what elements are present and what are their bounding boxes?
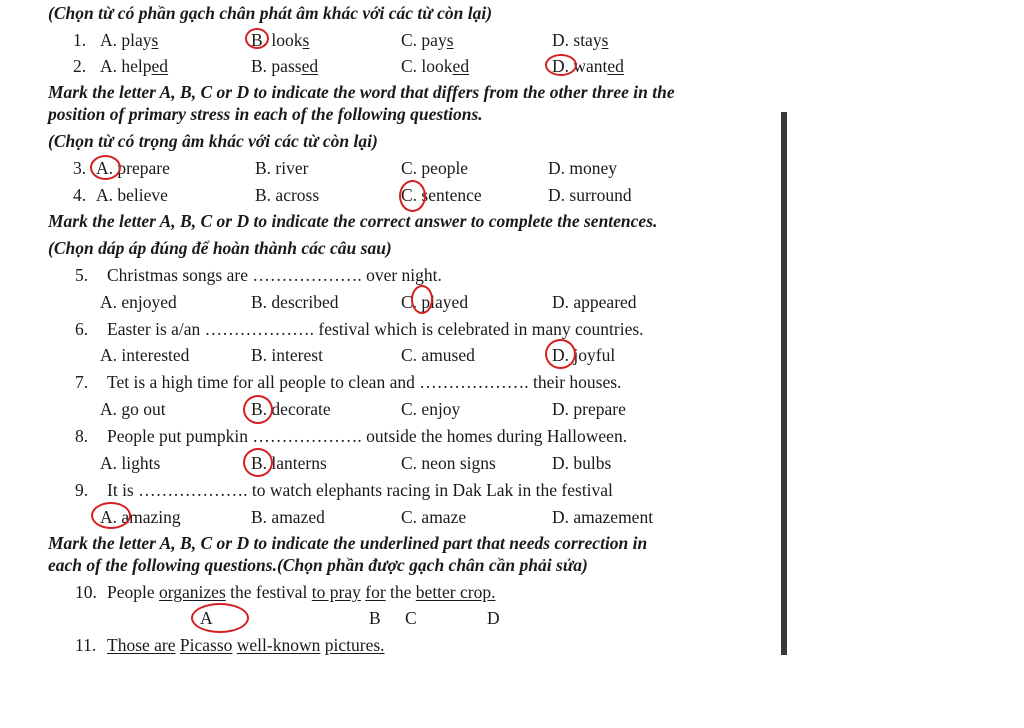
underlined-part-d: better crop. bbox=[415, 582, 496, 602]
page-edge-shadow bbox=[781, 112, 787, 655]
underlined-part-c: for bbox=[365, 582, 386, 602]
label-b: B bbox=[369, 608, 381, 628]
question-number: 11. bbox=[75, 635, 97, 655]
option-b: B. amazed bbox=[251, 507, 325, 527]
question-number: 10. bbox=[75, 582, 97, 602]
option-c: C. played bbox=[401, 292, 469, 312]
option-a: A. prepare bbox=[96, 158, 170, 178]
question-sentence: People organizes the festival to pray for the better crop. bbox=[107, 582, 496, 602]
option-b: B. lanterns bbox=[251, 453, 327, 473]
section4-instruction-line2: each of the following questions.(Chọn phần được gạch chân cần phải sửa) bbox=[48, 555, 588, 575]
underlined-part-a: organizes bbox=[159, 582, 226, 602]
question-number: 2. bbox=[73, 56, 87, 76]
option-a: A. lights bbox=[100, 453, 161, 473]
label-c: C bbox=[405, 608, 417, 628]
label-a: A bbox=[200, 608, 213, 628]
option-c: C. enjoy bbox=[401, 399, 461, 419]
option-c: C. looked bbox=[401, 56, 470, 76]
section2-instruction-vi: (Chọn từ có trọng âm khác với các từ còn lại) bbox=[48, 131, 378, 151]
option-a: A. amazing bbox=[100, 507, 181, 527]
option-c: C. sentence bbox=[401, 185, 482, 205]
question-number: 7. bbox=[75, 372, 89, 392]
option-c: C. amaze bbox=[401, 507, 467, 527]
option-a: A. enjoyed bbox=[100, 292, 177, 312]
question-number: 1. bbox=[73, 30, 87, 50]
option-d: D. appeared bbox=[552, 292, 637, 312]
section3-instruction-vi: (Chọn dáp áp đúng để hoàn thành các câu sau) bbox=[48, 238, 392, 258]
option-d: D. wanted bbox=[552, 56, 624, 76]
question-number: 3. bbox=[73, 158, 87, 178]
option-d: D. prepare bbox=[552, 399, 626, 419]
option-b: B. interest bbox=[251, 345, 323, 365]
question-number: 5. bbox=[75, 265, 89, 285]
label-d: D bbox=[487, 608, 500, 628]
section2-instruction-line2: position of primary stress in each of the following questions. bbox=[48, 104, 483, 124]
question-stem: Tet is a high time for all people to clean and ………………. their houses. bbox=[107, 372, 622, 392]
question-number: 9. bbox=[75, 480, 89, 500]
section2-instruction-line1: Mark the letter A, B, C or D to indicate the word that differs from the other three in the bbox=[48, 82, 675, 102]
option-c: C. pays bbox=[401, 30, 454, 50]
option-b: B. looks bbox=[251, 30, 310, 50]
section1-instruction: (Chọn từ có phần gạch chân phát âm khác với các từ còn lại) bbox=[48, 3, 493, 23]
option-a: A. helped bbox=[100, 56, 169, 76]
option-d: D. joyful bbox=[552, 345, 616, 365]
option-d: D. surround bbox=[548, 185, 632, 205]
question-stem: It is ………………. to watch elephants racing in Dak Lak in the festival bbox=[107, 480, 613, 500]
question-number: 4. bbox=[73, 185, 87, 205]
question-stem: Christmas songs are ………………. over night. bbox=[107, 265, 442, 285]
option-c: C. neon signs bbox=[401, 453, 496, 473]
option-b: B. across bbox=[255, 185, 320, 205]
question-stem: Easter is a/an ………………. festival which is celebrated in many countries. bbox=[107, 319, 644, 339]
question-stem: People put pumpkin ………………. outside the homes during Halloween. bbox=[107, 426, 628, 446]
question-sentence: Those are Picasso well-known pictures. bbox=[107, 635, 385, 655]
option-a: A. go out bbox=[100, 399, 166, 419]
option-c: C. people bbox=[401, 158, 469, 178]
option-c: C. amused bbox=[401, 345, 475, 365]
option-a: A. believe bbox=[96, 185, 168, 205]
question-number: 8. bbox=[75, 426, 89, 446]
section4-instruction-line1: Mark the letter A, B, C or D to indicate the underlined part that needs correction in bbox=[48, 533, 648, 553]
option-a: A. interested bbox=[100, 345, 190, 365]
option-d: D. money bbox=[548, 158, 618, 178]
option-b: B. passed bbox=[251, 56, 319, 76]
option-d: D. bulbs bbox=[552, 453, 612, 473]
question-number: 6. bbox=[75, 319, 89, 339]
option-a: A. plays bbox=[100, 30, 159, 50]
section3-instruction: Mark the letter A, B, C or D to indicate the correct answer to complete the sentences. bbox=[48, 211, 658, 231]
option-b: B. decorate bbox=[251, 399, 331, 419]
option-d: D. stays bbox=[552, 30, 609, 50]
option-b: B. described bbox=[251, 292, 339, 312]
option-b: B. river bbox=[255, 158, 309, 178]
underlined-part-b: to pray bbox=[311, 582, 361, 602]
option-d: D. amazement bbox=[552, 507, 654, 527]
